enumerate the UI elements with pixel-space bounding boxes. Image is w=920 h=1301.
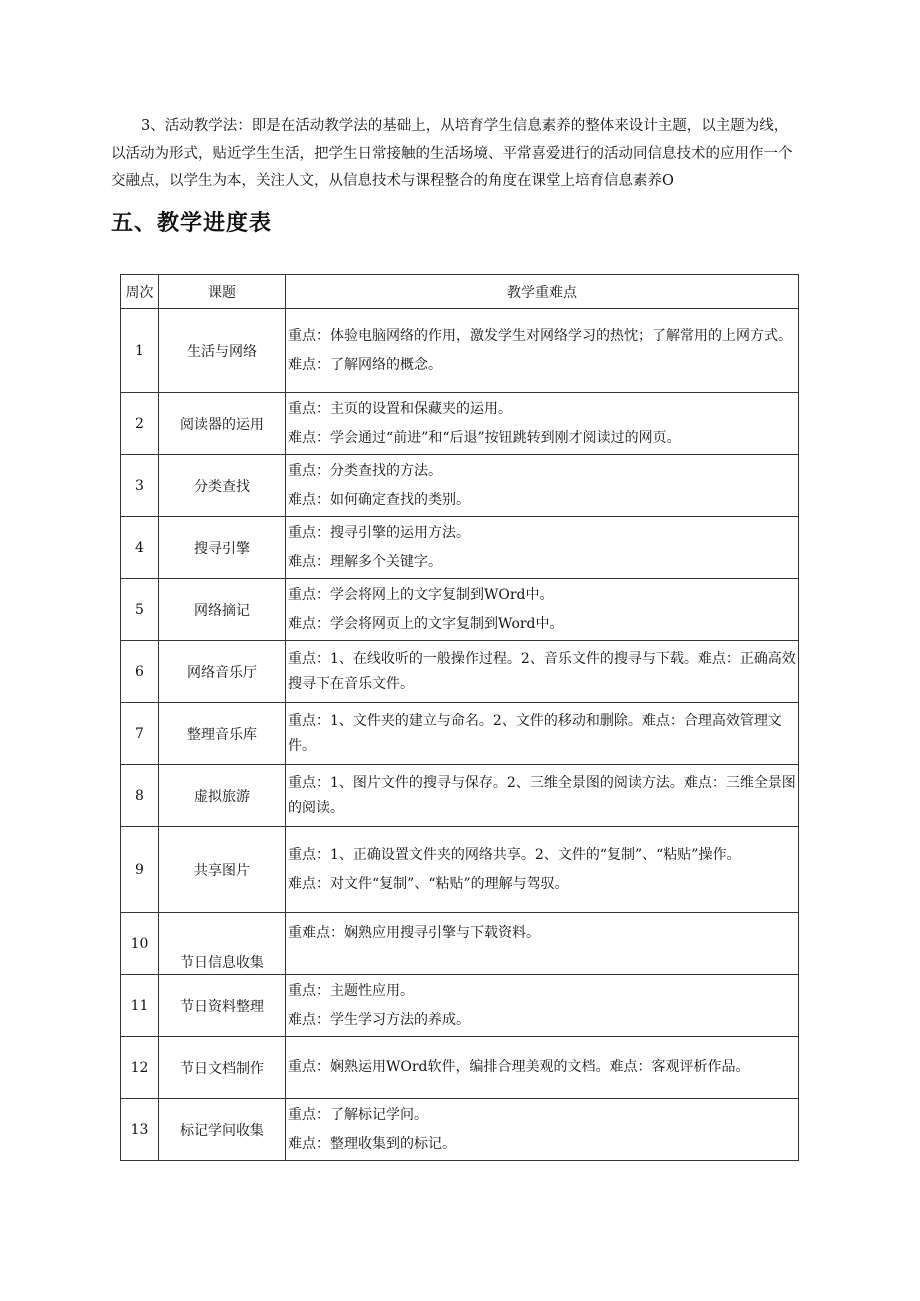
- table-row: [121, 579, 799, 641]
- header-week: 周次: [121, 275, 159, 309]
- table-row: [121, 913, 799, 975]
- lesson-title: 标记学问收集: [159, 1099, 286, 1161]
- key-point-line: 难点：学会通过“前进”和“后退”按钮跳转到刚才阅读过的网页。: [288, 429, 681, 446]
- key-points: [286, 765, 799, 827]
- key-point-line: 难点：学生学习方法的养成。: [288, 1011, 470, 1028]
- key-point-line: 难点：整理收集到的标记。: [288, 1135, 456, 1152]
- table-header-row: [121, 275, 799, 309]
- key-points: [286, 1037, 799, 1099]
- table-row: [121, 309, 799, 393]
- lesson-title: 网络音乐厅: [159, 641, 286, 703]
- lesson-title: 节日资料整理: [159, 975, 286, 1037]
- week-number: 7: [121, 703, 159, 765]
- key-points: [286, 913, 799, 975]
- key-points: [286, 309, 799, 393]
- lesson-title: 整理音乐库: [159, 703, 286, 765]
- key-point-line: 难点：学会将网页上的文字复制到Word中。: [288, 615, 564, 632]
- week-number: 2: [121, 393, 159, 455]
- week-number: 8: [121, 765, 159, 827]
- table-row: [121, 1037, 799, 1099]
- lesson-title: 共享图片: [159, 827, 286, 913]
- key-point-line: 重点：学会将网上的文字复制到WOrd中。: [288, 586, 554, 603]
- key-point-line: 重点：娴熟运用WOrd软件，编排合理美观的文档。难点：客观评析作品。: [288, 1059, 750, 1075]
- key-point-line: 重点：搜寻引擎的运用方法。: [288, 524, 470, 541]
- lesson-title: 搜寻引擎: [159, 517, 286, 579]
- key-point-line: 难点：如何确定查找的类别。: [288, 491, 470, 508]
- table-row: [121, 703, 799, 765]
- week-number: 6: [121, 641, 159, 703]
- week-number: 4: [121, 517, 159, 579]
- schedule-table: [120, 274, 799, 1161]
- key-points: [286, 827, 799, 913]
- lesson-title: 节日信息收集: [159, 913, 286, 975]
- key-point-line: 重点：主页的设置和保藏夹的运用。: [288, 400, 512, 417]
- week-number: 1: [121, 309, 159, 393]
- key-points: [286, 517, 799, 579]
- key-point-line: 重点：1、正确设置文件夹的网络共享。2、文件的“复制”、“粘贴”操作。: [288, 846, 741, 863]
- table-row: [121, 641, 799, 703]
- table-row: [121, 827, 799, 913]
- table-row: [121, 765, 799, 827]
- table-row: [121, 975, 799, 1037]
- lesson-title: 分类查找: [159, 455, 286, 517]
- key-point-line: 重点：了解标记学问。: [288, 1106, 428, 1123]
- key-point-line: 重点：分类查找的方法。: [288, 462, 442, 479]
- key-point-line: 难点：理解多个关键字。: [288, 553, 442, 570]
- week-number: 9: [121, 827, 159, 913]
- lesson-title: 生活与网络: [159, 309, 286, 393]
- key-point-line: 重点：主题性应用。: [288, 982, 414, 999]
- table-row: [121, 393, 799, 455]
- key-point-line: 重点：1、图片文件的搜寻与保存。2、三维全景图的阅读方法。难点：三维全景图的阅读。: [288, 774, 796, 816]
- header-points: 教学重难点: [286, 275, 799, 309]
- key-point-line: 重难点：娴熟应用搜寻引擎与下载资料。: [288, 925, 540, 941]
- key-points: [286, 703, 799, 765]
- week-number: 10: [121, 913, 159, 975]
- key-points: [286, 579, 799, 641]
- key-points: [286, 975, 799, 1037]
- key-points: [286, 641, 799, 703]
- week-number: 12: [121, 1037, 159, 1099]
- key-points: [286, 1099, 799, 1161]
- key-point-line: 重点：体验电脑网络的作用，激发学生对网络学习的热忱；了解常用的上网方式。: [288, 327, 792, 344]
- week-number: 13: [121, 1099, 159, 1161]
- key-points: [286, 393, 799, 455]
- key-point-line: 难点：了解网络的概念。: [288, 356, 442, 373]
- key-point-line: 难点：对文件“复制”、“粘贴”的理解与驾驭。: [288, 875, 569, 892]
- week-number: 5: [121, 579, 159, 641]
- table-row: [121, 517, 799, 579]
- week-number: 11: [121, 975, 159, 1037]
- key-points: [286, 455, 799, 517]
- section-heading: 五、教学进度表: [111, 211, 273, 236]
- lesson-title: 网络摘记: [159, 579, 286, 641]
- key-point-line: 重点：1、在线收听的一般操作过程。2、音乐文件的搜寻与下载。难点：正确高效搜寻下在音乐文件。: [288, 650, 796, 692]
- header-title: 课题: [159, 275, 286, 309]
- table-row: [121, 455, 799, 517]
- lesson-title: 虚拟旅游: [159, 765, 286, 827]
- table-row: [121, 1099, 799, 1161]
- lesson-title: 阅读器的运用: [159, 393, 286, 455]
- intro-paragraph: 3、活动教学法：即是在活动教学法的基础上，从培育学生信息素养的整体来设计主题，以主题为线，以活动为形式，贴近学生生活，把学生日常接触的生活场境、平常喜爱进行的活动同信息技术的应用作一个交融点，以学生为本，关注人文，从信息技术与课程整合的角度在课堂上培育信息素养O: [111, 118, 793, 189]
- week-number: 3: [121, 455, 159, 517]
- key-point-line: 重点：1、文件夹的建立与命名。2、文件的移动和删除。难点：合理高效管理文件。: [288, 712, 782, 754]
- lesson-title: 节日文档制作: [159, 1037, 286, 1099]
